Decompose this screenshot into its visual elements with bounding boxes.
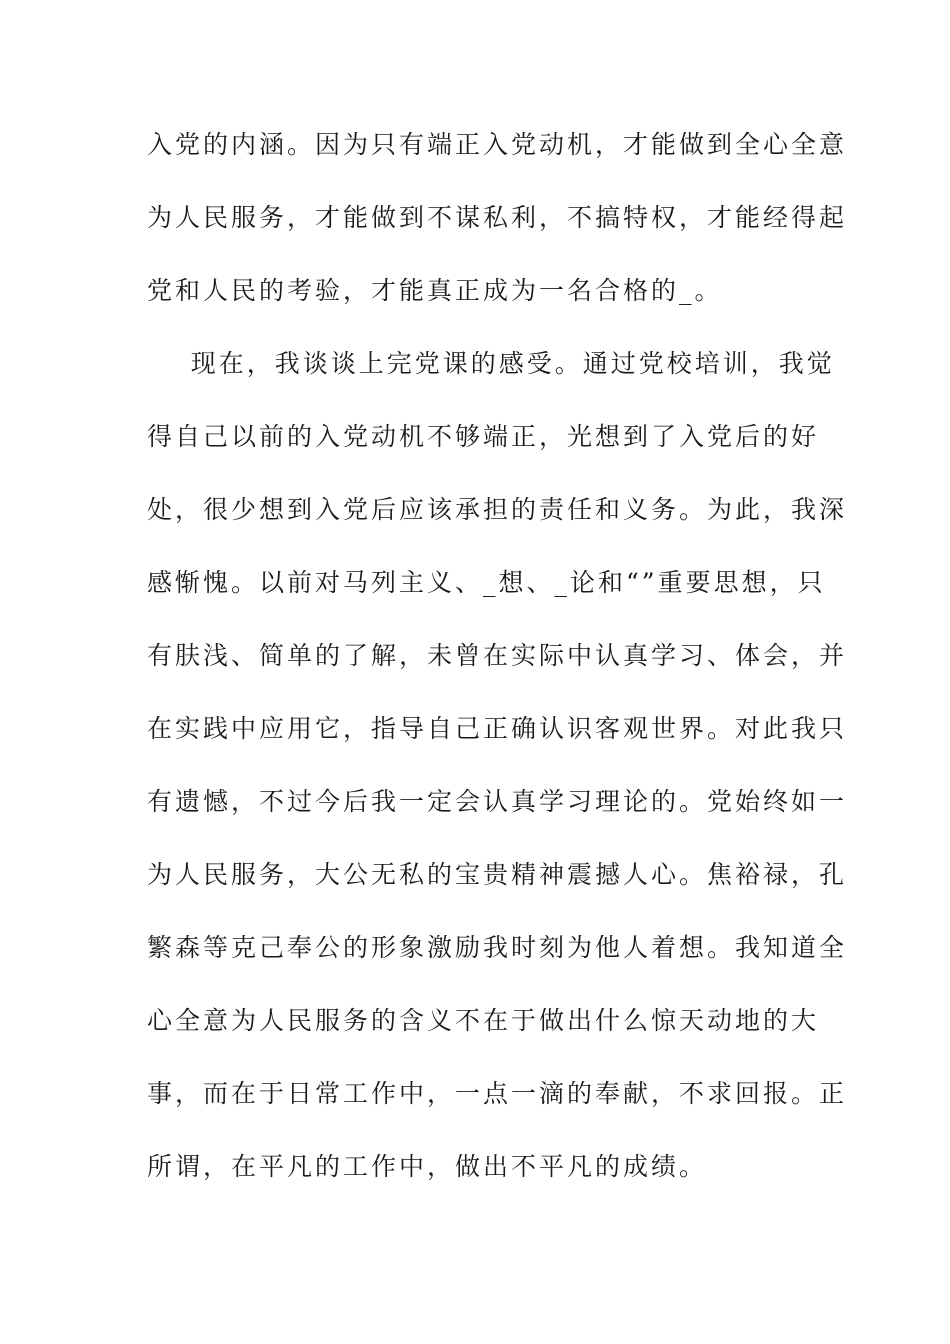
text-line: 事，而在于日常工作中，一点一滴的奉献，不求回报。正 [147,1079,848,1108]
text-line: 繁森等克己奉公的形象激励我时刻为他人着想。我知道全 [147,933,848,962]
text-line: 所谓，在平凡的工作中，做出不平凡的成绩。 [147,1152,708,1181]
text-line: 为人民服务，才能做到不谋私利，不搞特权，才能经得起 [147,203,848,232]
text-line: 感惭愧。以前对马列主义、_想、_论和“”重要思想，只 [147,568,826,597]
text-line: 党和人民的考验，才能真正成为一名合格的_。 [147,276,723,305]
text-line: 为人民服务，大公无私的宝贵精神震撼人心。焦裕禄，孔 [147,860,848,889]
text-line: 得自己以前的入党动机不够端正，光想到了入党后的好 [147,422,820,451]
text-line: 现在，我谈谈上完党课的感受。通过党校培训，我觉 [147,349,835,378]
text-line: 处，很少想到入党后应该承担的责任和义务。为此，我深 [147,495,848,524]
body-text [147,130,848,1227]
text-line: 心全意为人民服务的含义不在于做出什么惊天动地的大 [147,1006,820,1035]
text-line: 在实践中应用它，指导自己正确认识客观世界。对此我只 [147,714,848,743]
text-line: 有肤浅、简单的了解，未曾在实际中认真学习、体会，并 [147,641,848,670]
text-line: 有遗憾，不过今后我一定会认真学习理论的。党始终如一 [147,787,848,816]
text-line: 入党的内涵。因为只有端正入党动机，才能做到全心全意 [147,130,848,159]
